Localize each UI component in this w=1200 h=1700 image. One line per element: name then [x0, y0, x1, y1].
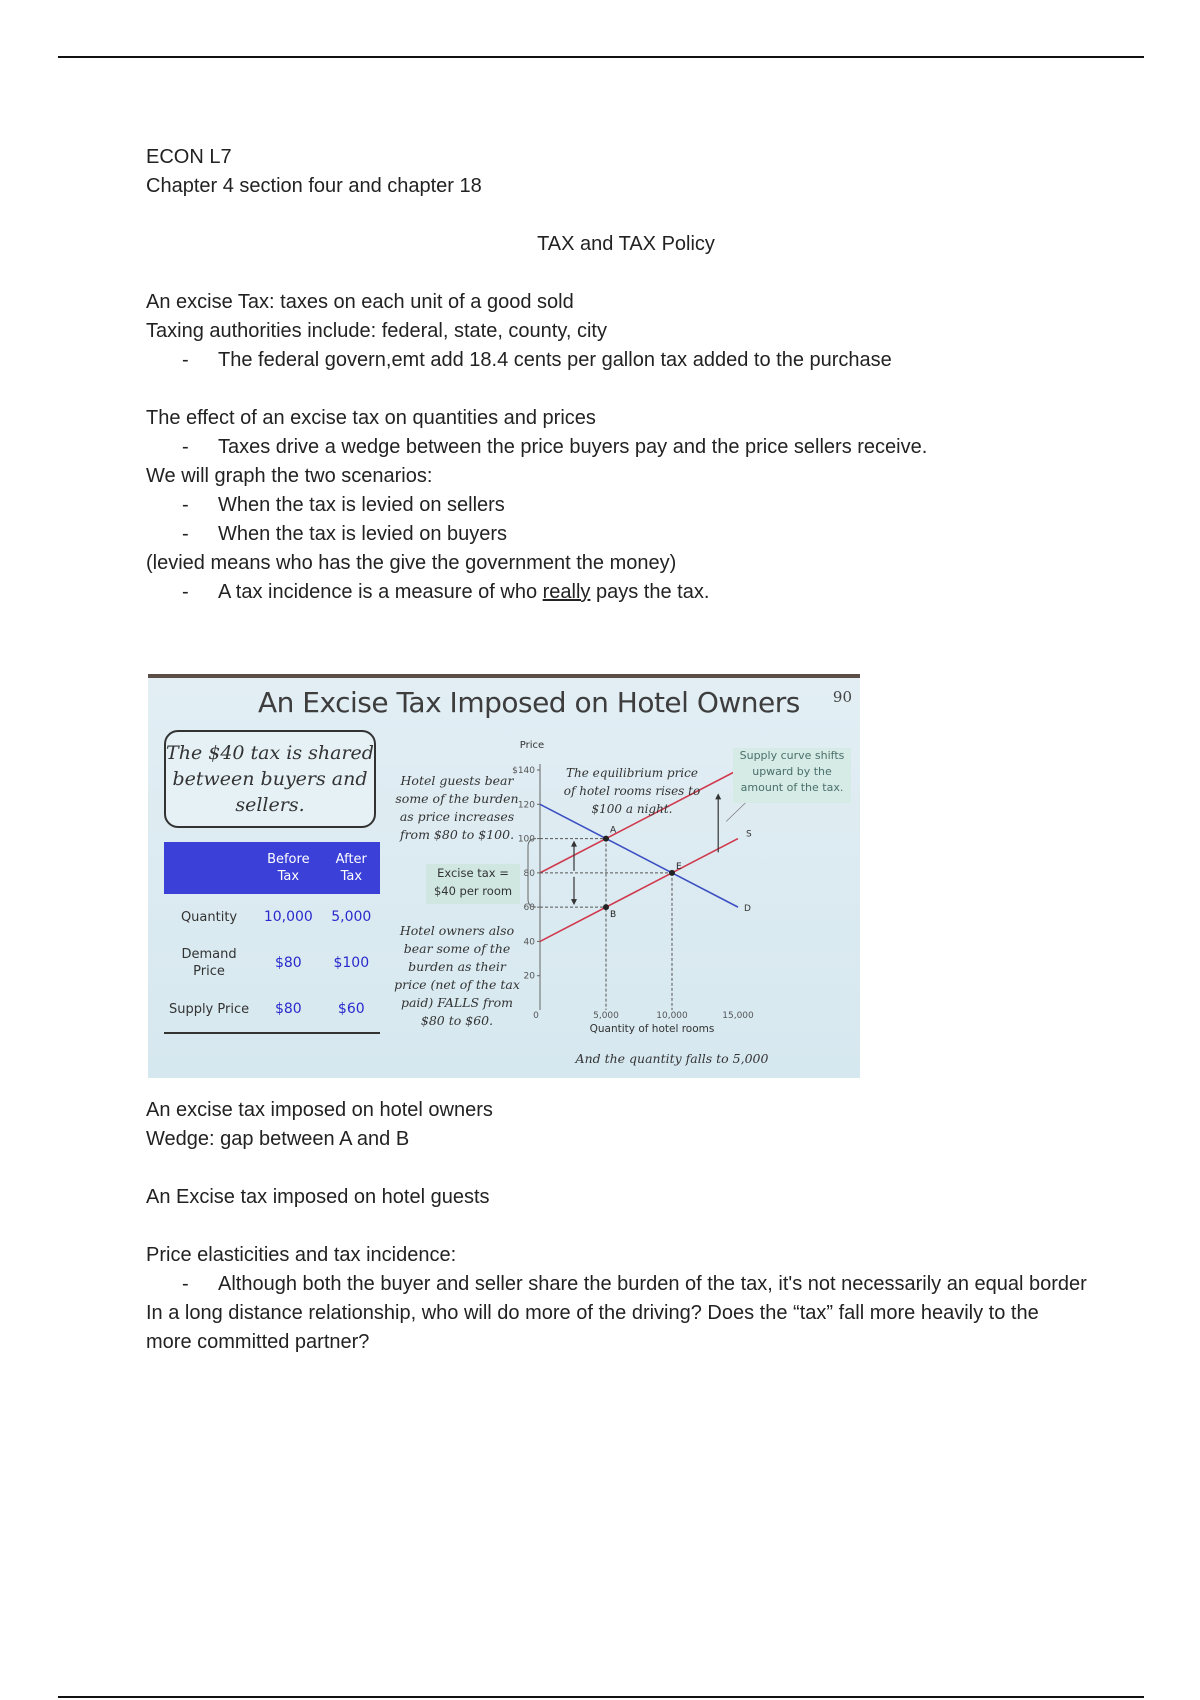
notes-body: [146, 143, 1106, 607]
supply-shift-note: Supply curve shifts upward by the amount of the tax.: [733, 748, 851, 803]
effect-heading: The effect of an excise tax on quantities and prices: [146, 407, 596, 429]
slide-title: An Excise Tax Imposed on Hotel Owners: [258, 686, 800, 719]
relationship-question: In a long distance relationship, who will do more of the driving? Does the “tax” fall more heavily to the more committed partner?: [146, 1302, 1039, 1353]
authorities-line: Taxing authorities include: federal, state, county, city: [146, 320, 607, 342]
series-label-d: D: [744, 904, 751, 915]
arrow-head: [571, 841, 577, 847]
point-label: E: [676, 861, 682, 872]
excise-definition: An excise Tax: taxes on each unit of a good sold: [146, 291, 574, 313]
x-tick-label: 5,000: [593, 1011, 619, 1021]
excise-tax-box: Excise tax = $40 per room: [426, 864, 520, 904]
levied-note: (levied means who has the give the government the money): [146, 552, 677, 574]
table-header: Before Tax: [254, 842, 323, 894]
y-tick-label: 40: [523, 937, 535, 948]
table-row: Quantity 10,000 5,000: [180, 909, 372, 925]
graph-intro: We will graph the two scenarios:: [146, 465, 433, 487]
arrow-head: [715, 793, 721, 799]
y-tick-label: 100: [517, 834, 535, 845]
x-tick-label: 10,000: [656, 1011, 688, 1021]
page-title: TAX and TAX Policy: [537, 233, 715, 255]
list-item: - A tax incidence is a measure of who really pays the tax.: [182, 581, 710, 603]
chapter-line: Chapter 4 section four and chapter 18: [146, 175, 482, 197]
y-axis-label: Price: [519, 740, 545, 751]
emphasis-really: really: [542, 581, 591, 603]
equilibrium-note: The equilibrium price of hotel rooms rises to $100 a night.: [563, 766, 701, 816]
owners-line: An excise tax imposed on hotel owners: [146, 1099, 493, 1121]
list-item: - Although both the buyer and seller share the burden of the tax, it's not necessarily an equal border: [182, 1273, 1087, 1295]
list-item: - Taxes drive a wedge between the price buyers pay and the price sellers receive.: [182, 436, 928, 458]
tax-table: [164, 842, 380, 1034]
y-tick-label: $140: [512, 766, 535, 776]
guests-line: An Excise tax imposed on hotel guests: [146, 1186, 490, 1208]
table-header: After Tax: [323, 842, 380, 894]
point-b: [603, 904, 609, 910]
list-item: - When the tax is levied on buyers: [182, 523, 508, 545]
top-rule: [58, 56, 1144, 58]
point-label: A: [610, 825, 617, 836]
table-row: Demand Price $80 $100: [181, 947, 370, 979]
arrow-head: [571, 899, 577, 905]
y-tick-label: 120: [517, 800, 535, 811]
x-tick-label: 0: [533, 1011, 539, 1021]
owners-burden-note: Hotel owners also bear some of the burden as their price (net of the tax paid) FALLS from $80 to $60.: [394, 923, 520, 1028]
slide-number: 90: [832, 688, 852, 706]
lecture-slide-image: [148, 674, 860, 1078]
list-item: - When the tax is levied on sellers: [182, 494, 505, 516]
point-a: [603, 836, 609, 842]
series-line-s: [540, 839, 738, 942]
list-item: - The federal govern,emt add 18.4 cents per gallon tax added to the purchase: [182, 349, 892, 371]
series-label-s: S: [746, 829, 752, 840]
table-row: Supply Price $80 $60: [164, 986, 380, 1033]
guests-burden-note: Hotel guests bear some of the burden as price increases from $80 to $100.: [395, 773, 519, 842]
bottom-rule: [58, 1696, 1144, 1698]
table-header: [164, 842, 254, 894]
wedge-line: Wedge: gap between A and B: [146, 1128, 410, 1150]
x-tick-label: 15,000: [722, 1011, 754, 1021]
series-line-d: [540, 804, 738, 907]
course-title: ECON L7: [146, 146, 232, 168]
point-e: [669, 870, 675, 876]
point-label: B: [610, 910, 617, 921]
notes-after-slide: [146, 1096, 1106, 1357]
x-axis-label: Quantity of hotel rooms: [589, 1023, 715, 1035]
y-tick-label: 20: [523, 971, 535, 982]
elasticity-heading: Price elasticities and tax incidence:: [146, 1244, 457, 1266]
quantity-falls-note: And the quantity falls to 5,000: [575, 1051, 769, 1066]
y-tick-label: 60: [523, 903, 535, 914]
shared-tax-callout: The $40 tax is shared between buyers and sellers.: [164, 730, 376, 828]
y-tick-label: 80: [523, 868, 535, 879]
